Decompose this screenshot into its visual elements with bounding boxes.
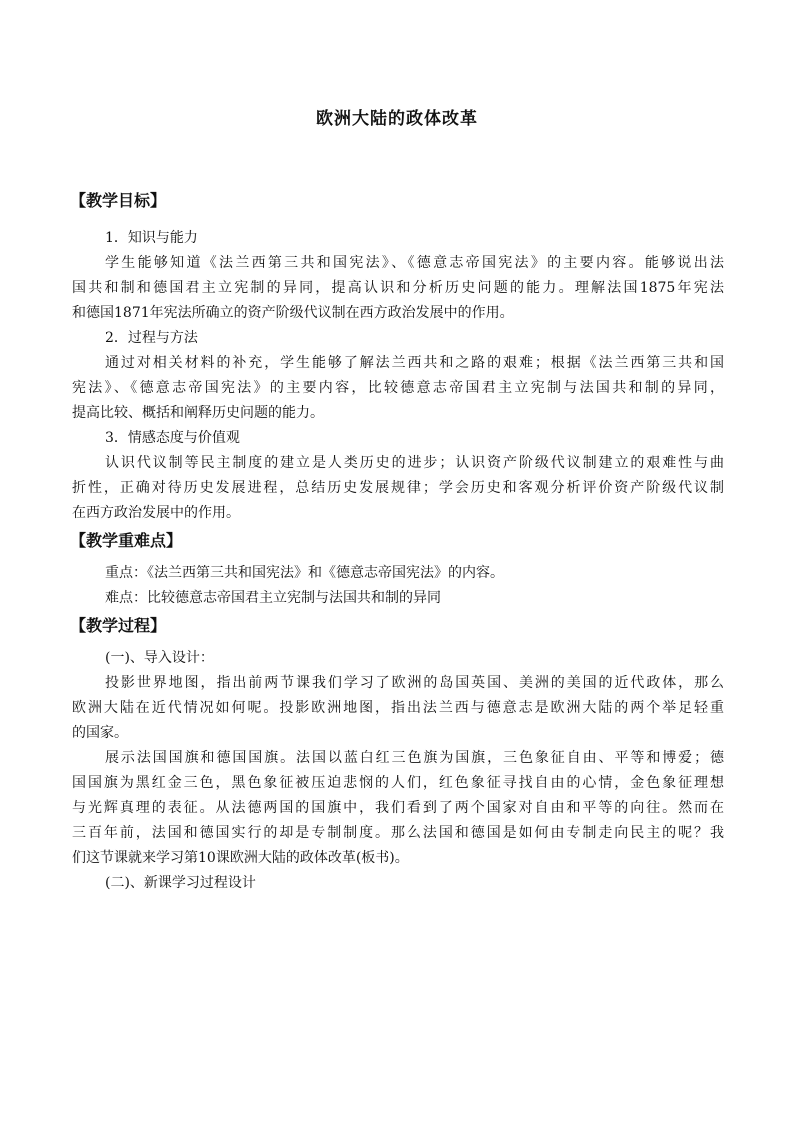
paragraph-line: 提高比较、概括和阐释历史问题的能力。 xyxy=(72,405,324,421)
subheading-values: 3．情感态度与价值观 xyxy=(105,430,240,446)
paragraph-line: 学生能够知道《法兰西第三共和国宪法》、《德意志帝国宪法》的主要内容。能够说出法 xyxy=(105,255,724,271)
paragraph-line: 的国家。 xyxy=(72,725,128,741)
paragraph-line: 国国旗为黑红金三色，黑色象征被压迫悲悯的人们，红色象征寻找自由的心情，金色象征理想 xyxy=(72,775,724,791)
document-body xyxy=(72,186,724,896)
paragraph-line: 展示法国国旗和德国国旗。法国以蓝白红三色旗为国旗，三色象征自由、平等和博爱；德 xyxy=(105,750,724,766)
paragraph-line: 欧洲大陆在近代情况如何呢。投影欧洲地图，指出法兰西与德意志是欧洲大陆的两个举足轻重 xyxy=(72,700,724,716)
paragraph-line: 与光辉真理的表征。从法德两国的国旗中，我们看到了两个国家对自由和平等的向往。然而在 xyxy=(72,800,724,816)
difficulty-line: 难点：比较德意志帝国君主立宪制与法国共和制的异同 xyxy=(105,590,441,606)
focus-line: 重点：《法兰西第三共和国宪法》和《德意志帝国宪法》的内容。 xyxy=(105,565,504,581)
paragraph-line: 认识代议制等民主制度的建立是人类历史的进步；认识资产阶级代议制建立的艰难性与曲 xyxy=(105,455,724,471)
page-title: 欧洲大陆的政体改革 xyxy=(316,109,478,129)
section-heading-process: 【教学过程】 xyxy=(70,616,167,635)
intro-heading: (一)、导入设计： xyxy=(105,650,214,666)
paragraph-line: 国共和制和德国君主立宪制的异同，提高认识和分析历史问题的能力。理解法国1875年宪法 xyxy=(72,280,724,296)
section-heading-goals: 【教学目标】 xyxy=(70,191,167,210)
paragraph-line: 们这节课就来学习第10课欧洲大陆的政体改革(板书)。 xyxy=(72,850,409,866)
paragraph-line: 三百年前，法国和德国实行的却是专制制度。那么法国和德国是如何由专制走向民主的呢？我 xyxy=(72,825,724,841)
paragraph-line: 通过对相关材料的补充，学生能够了解法兰西共和之路的艰难；根据《法兰西第三共和国 xyxy=(105,355,724,371)
paragraph-line: 投影世界地图，指出前两节课我们学习了欧洲的岛国英国、美洲的美国的近代政体，那么 xyxy=(105,675,724,691)
paragraph-line: 和德国1871年宪法所确立的资产阶级代议制在西方政治发展中的作用。 xyxy=(72,305,514,321)
paragraph-line: 宪法》、《德意志帝国宪法》的主要内容，比较德意志帝国君主立宪制与法国共和制的异同， xyxy=(72,380,724,396)
subheading-process: 2．过程与方法 xyxy=(105,330,198,346)
paragraph-line: 折性，正确对待历史发展进程，总结历史发展规律；学会历史和客观分析评价资产阶级代议制 xyxy=(72,480,724,496)
section-heading-keypoints: 【教学重难点】 xyxy=(70,531,183,550)
new-lesson-heading: (二)、新课学习过程设计 xyxy=(105,875,256,891)
paragraph-line: 在西方政治发展中的作用。 xyxy=(72,505,240,521)
subheading-knowledge: 1．知识与能力 xyxy=(105,230,198,246)
